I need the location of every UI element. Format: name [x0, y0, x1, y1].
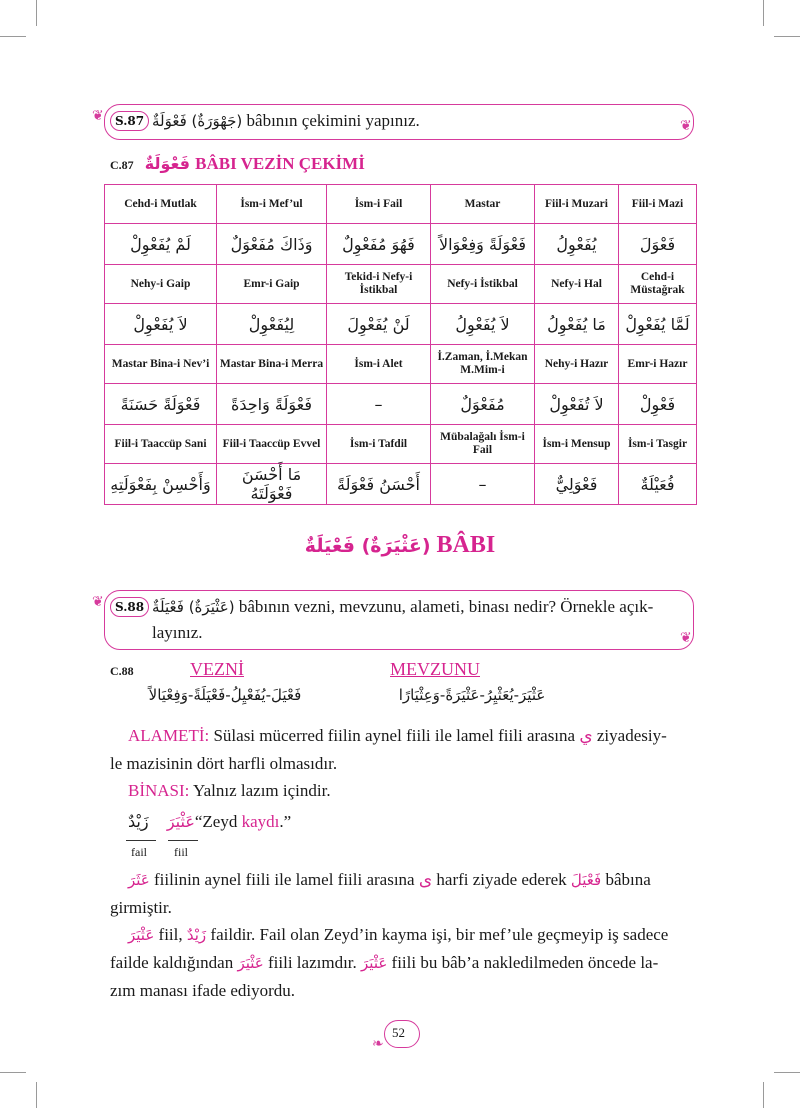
text-segment: fiili bu bâb’a nakledilmeden öncede la-	[387, 953, 659, 972]
fiil-label: fiil	[174, 845, 188, 859]
table-arabic-cell: وَأَحْسِنْ بِفَعْوَلَتِهِ	[105, 464, 217, 505]
text-line	[110, 949, 700, 977]
table-arabic-cell: فَعْوَلَةً وَاحِدَةً	[217, 384, 327, 425]
section-label: BÂBI	[436, 532, 496, 558]
text-segment: fiil,	[154, 925, 187, 944]
table-arabic-cell: لَمْ يُفَعْوِلْ	[105, 224, 217, 265]
crop-mark	[774, 1072, 800, 1073]
table-arabic-row	[105, 304, 697, 345]
table-header-cell: Nehy-i Gaip	[105, 265, 217, 304]
table-arabic-cell: –	[327, 384, 431, 425]
question-line: layınız.	[152, 623, 203, 642]
question-label: bâbının vezni, mevzunu, alameti, binası nedir? Örnekle açık-	[238, 597, 654, 616]
crop-mark	[36, 1082, 37, 1108]
table-header-cell: Fiil-i Muzari	[535, 185, 619, 224]
text-line: zım manası ifade ediyordu.	[110, 981, 296, 1000]
flourish-icon: ❧	[372, 1036, 384, 1052]
answer-heading	[110, 154, 365, 174]
conjugation-table	[104, 184, 697, 505]
table-header-cell: Nefy-i İstikbal	[431, 265, 535, 304]
section-title	[0, 532, 800, 559]
crop-mark	[763, 0, 764, 26]
example-line	[128, 812, 291, 832]
table-header-cell: Cehd-i Mutlak	[105, 185, 217, 224]
table-arabic-cell: وَذَاكَ مُفَعْوَلٌ	[217, 224, 327, 265]
ya-letter: ى	[418, 870, 433, 890]
crop-mark	[763, 1082, 764, 1108]
table-header-row	[105, 185, 697, 224]
table-arabic-cell: لاَ يُفَعْوِلْ	[105, 304, 217, 345]
table-arabic-cell: لِيُفَعْوِلْ	[217, 304, 327, 345]
text-segment: failde kaldığından	[110, 953, 238, 972]
table-arabic-cell: لاَ يُفَعْوِلُ	[431, 304, 535, 345]
table-arabic-cell: فَعْوَلَةً وَفِعْوَالاً	[431, 224, 535, 265]
divider	[168, 840, 198, 841]
table-header-cell: Emr-i Hazır	[619, 345, 697, 384]
example-fiil-arabic: عَثْيَرَ	[166, 812, 195, 831]
mevzunu-arabic: عَثْيَرَ-يُعَثْيِرُ-عَثْيَرَةً-وَعِثْيَارًا	[398, 686, 546, 704]
table-arabic-cell: لاَ تُفَعْوِلْ	[535, 384, 619, 425]
question-text	[152, 109, 420, 133]
answer-arabic: فَعْوَلَةٌ	[144, 154, 191, 173]
arabic-word: زَيْدٌ	[186, 926, 207, 944]
table-arabic-cell: فَعْوِلْ	[619, 384, 697, 425]
question-tag: S.88	[110, 597, 149, 617]
table-header-cell: İsm-i Tafdil	[327, 425, 431, 464]
table-header-cell: Emr-i Gaip	[217, 265, 327, 304]
table-arabic-row	[105, 384, 697, 425]
section-arabic: (عَثْيَرَةٌ) فَعْيَلَةٌ	[304, 535, 431, 557]
flourish-icon: ❦	[92, 594, 104, 610]
explanation-paragraph	[110, 866, 700, 1004]
table-header-cell: İ.Zaman, İ.Mekan M.Mim-i	[431, 345, 535, 384]
page-number: 52	[392, 1025, 405, 1040]
crop-mark	[0, 1072, 26, 1073]
vezni-label: VEZNİ	[190, 659, 244, 679]
example-quote: .”	[279, 812, 292, 831]
table-header-cell: İsm-i Mef’ul	[217, 185, 327, 224]
table-arabic-cell: مَا أَحْسَنَ فَعْوَلَتَهُ	[217, 464, 327, 505]
arabic-word: عَثَرَ	[128, 871, 150, 889]
example-quote: “Zeyd	[194, 812, 242, 831]
table-arabic-cell: مَا يُفَعْوِلُ	[535, 304, 619, 345]
alameti-paragraph	[110, 722, 700, 804]
divider	[126, 840, 156, 841]
table-arabic-row	[105, 224, 697, 265]
table-header-cell: Mastar Bina-i Merra	[217, 345, 327, 384]
arabic-word: عَثْيَرَ	[237, 954, 264, 972]
table-header-cell: İsm-i Tasgir	[619, 425, 697, 464]
flourish-icon: ❦	[680, 118, 692, 134]
table-header-row	[105, 345, 697, 384]
question-label: bâbının çekimini yapınız.	[246, 111, 420, 130]
text-segment: fiilinin aynel fiili ile lamel fiili arasına	[149, 870, 419, 889]
table-header-cell: Cehd-i Müstağrak	[619, 265, 697, 304]
table-arabic-cell: فَهُوَ مُفَعْوِلٌ	[327, 224, 431, 265]
table-arabic-row	[105, 464, 697, 505]
question-line	[152, 594, 682, 620]
flourish-icon: ❦	[92, 108, 104, 124]
table-arabic-cell: أَحْسَنُ فَعْوَلَةً	[327, 464, 431, 505]
text-segment: bâbına	[601, 870, 651, 889]
table-header-row	[105, 265, 697, 304]
table-header-cell: Mastar	[431, 185, 535, 224]
crop-mark	[36, 0, 37, 26]
table-arabic-cell: يُفَعْوِلُ	[535, 224, 619, 265]
table-header-cell: Fiil-i Mazi	[619, 185, 697, 224]
alameti-label: ALAMETİ:	[128, 726, 210, 745]
answer-tag: C.87	[110, 158, 134, 172]
table-arabic-cell: فَعْوَلَةً حَسَنَةً	[105, 384, 217, 425]
table-header-cell: İsm-i Alet	[327, 345, 431, 384]
table-header-cell: Fiil-i Taaccüp Sani	[105, 425, 217, 464]
vezni-arabic: فَعْيَلَ-يُفَعْيِلُ-فَعْيَلَةً-وَفِعْيَالاً	[148, 686, 302, 704]
crop-mark	[0, 36, 26, 37]
alameti-text: ziyadesiy-	[592, 726, 667, 745]
arabic-word: عَثْيَرَ	[128, 926, 155, 944]
binasi-text: Yalnız lazım içindir.	[189, 781, 331, 800]
ya-letter: ي	[579, 726, 593, 746]
table-header-cell: Nefy-i Hal	[535, 265, 619, 304]
arabic-word: عَثْيَرَ	[361, 954, 388, 972]
table-arabic-cell: لَمَّا يُفَعْوِلْ	[619, 304, 697, 345]
answer-tag: C.88	[110, 664, 134, 678]
table-header-cell: Mübalağalı İsm-i Fail	[431, 425, 535, 464]
text-segment: faildir. Fail olan Zeyd’in kayma işi, bir mef’ule geçmeyip iş sadece	[206, 925, 669, 944]
example-quote-highlight: kaydı	[241, 812, 280, 831]
mevzunu-label: MEVZUNU	[390, 659, 480, 679]
question-text	[152, 594, 682, 646]
table-header-cell: Tekid-i Nefy-i İstikbal	[327, 265, 431, 304]
text-line: girmiştir.	[110, 898, 172, 917]
table-header-cell: Mastar Bina-i Nev’i	[105, 345, 217, 384]
text-line: le mazisinin dört harfli olmasıdır.	[110, 754, 338, 773]
answer-title: BÂBI VEZİN ÇEKİMİ	[195, 154, 365, 173]
table-header-cell: İsm-i Mensup	[535, 425, 619, 464]
table-header-row	[105, 425, 697, 464]
table-header-cell: Fiil-i Taaccüp Evvel	[217, 425, 327, 464]
text-segment: harfi ziyade ederek	[432, 870, 571, 889]
arabic-word: فَعْيَلَ	[570, 871, 602, 889]
table-header-cell: Nehy-i Hazır	[535, 345, 619, 384]
crop-mark	[774, 36, 800, 37]
text-segment: fiili lazımdır.	[263, 953, 362, 972]
question-arabic: (عَثْيَرَةٌ) فَعْيَلَةٌ	[152, 598, 235, 616]
example-fail-arabic: زَيْدٌ	[128, 812, 149, 831]
table-arabic-cell: لَنْ يُفَعْوِلَ	[327, 304, 431, 345]
table-arabic-cell: فُعَيْلَةٌ	[619, 464, 697, 505]
text-line	[110, 722, 700, 750]
question-tag: S.87	[110, 111, 149, 131]
text-line	[110, 777, 700, 804]
table-arabic-cell: فَعْوَلَ	[619, 224, 697, 265]
flourish-icon: ❦	[680, 630, 692, 646]
text-line	[110, 866, 700, 894]
binasi-label: BİNASI:	[128, 781, 190, 800]
table-header-cell: İsm-i Fail	[327, 185, 431, 224]
question-arabic: (جَهْوَرَةٌ) فَعْوَلَةٌ	[152, 112, 243, 130]
table-arabic-cell: فَعْوَلِيٌّ	[535, 464, 619, 505]
text-line	[110, 921, 700, 949]
table-arabic-cell: –	[431, 464, 535, 505]
fail-label: fail	[131, 845, 147, 859]
table-arabic-cell: مُفَعْوَلٌ	[431, 384, 535, 425]
alameti-text: Sülasi mücerred fiilin aynel fiili ile lamel fiili arasına	[209, 726, 580, 745]
